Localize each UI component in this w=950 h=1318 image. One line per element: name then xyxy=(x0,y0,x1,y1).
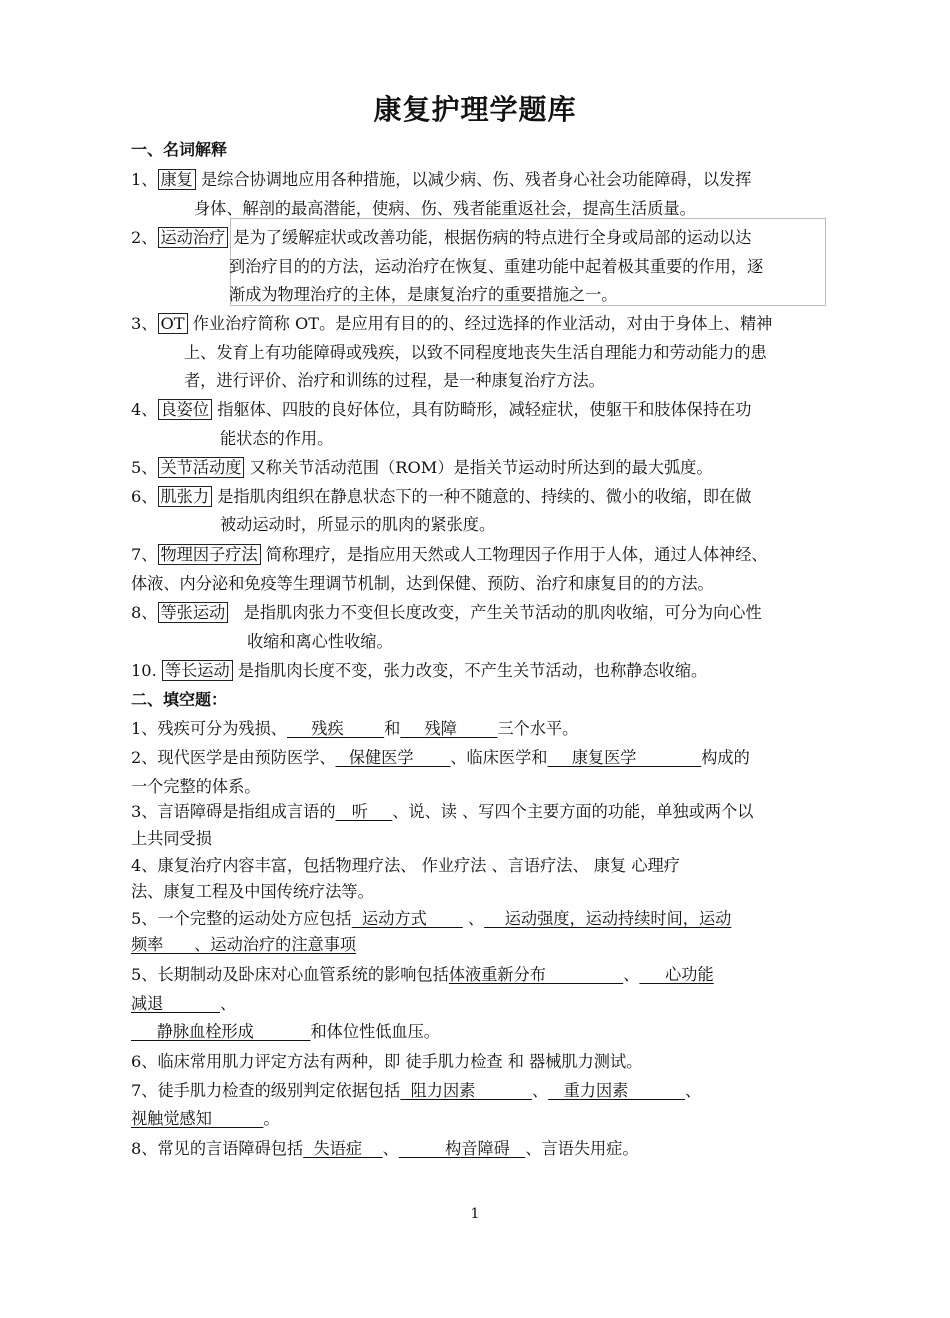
answer-blank: 失语症 xyxy=(303,1139,383,1158)
question-continuation: 一个完整的体系。 xyxy=(131,777,261,796)
item-number: 2、 xyxy=(131,228,158,247)
fill-question xyxy=(131,965,714,985)
question-text: 、 xyxy=(467,909,485,928)
definition-continuation: 者，进行评价、治疗和训练的过程，是一种康复治疗方法。 xyxy=(184,371,605,390)
section-heading-definitions: 一、名词解释 xyxy=(131,140,228,159)
definition-item xyxy=(131,314,772,334)
item-number: 3、 xyxy=(131,314,158,333)
term-box: OT xyxy=(158,313,188,334)
question-continuation xyxy=(131,1109,280,1129)
answer-blank: __听___ xyxy=(335,802,393,821)
definition-text: 简称理疗，是指应用天然或人工物理因子作用于人体，通过人体神经、 xyxy=(265,545,768,564)
answer-blank: 静脉血栓形成 xyxy=(131,1022,311,1041)
definition-text: 指躯体、四肢的良好体位，具有防畸形，减轻症状，使躯干和肢体保持在功 xyxy=(217,400,752,419)
definition-continuation: 收缩和离心性收缩。 xyxy=(247,632,393,651)
question-continuation xyxy=(131,1022,440,1042)
definition-text: 又称关节活动范围（ROM）是指关节运动时所达到的最大弧度。 xyxy=(249,458,713,477)
question-text: 、 xyxy=(684,1081,702,1100)
definition-item xyxy=(131,545,768,565)
page-number: 1 xyxy=(470,1206,480,1222)
term-box: 等张运动 xyxy=(158,602,229,623)
question-text: 、 xyxy=(531,1081,549,1100)
term-box: 良姿位 xyxy=(158,399,213,420)
fill-question: 6、临床常用肌力评定方法有两种，即 徒手肌力检查 和 器械肌力测试。 xyxy=(131,1052,643,1071)
answer-blank: 体液重新分布 xyxy=(448,965,624,984)
fill-question xyxy=(131,719,578,739)
answer-blank: ___残障_____ xyxy=(400,719,498,738)
answer-blank: 重力因素 xyxy=(548,1081,685,1100)
fill-question xyxy=(131,1139,639,1159)
fill-question xyxy=(131,1081,701,1101)
question-text: 、 xyxy=(623,965,640,984)
question-text: 8、常见的言语障碍包括 xyxy=(131,1139,304,1158)
definition-continuation: 上、发育上有功能障碍或残疾，以致不同程度地丧失生活自理能力和劳动能力的患 xyxy=(184,343,767,362)
fill-question xyxy=(131,802,754,822)
term-box: 关节活动度 xyxy=(158,457,245,478)
definition-continuation: 被动运动时，所显示的肌肉的紧张度。 xyxy=(220,515,496,534)
question-continuation: 上共同受损 xyxy=(131,829,212,848)
fill-question xyxy=(131,748,750,768)
definition-continuation: 渐成为物理治疗的主体，是康复治疗的重要措施之一。 xyxy=(229,285,618,304)
definition-text: 是为了缓解症状或改善功能，根据伤病的特点进行全身或局部的运动以达 xyxy=(233,228,752,247)
question-text: 、 xyxy=(382,1139,399,1158)
definition-text: 是指肌肉长度不变，张力改变，不产生关节活动，也称静态收缩。 xyxy=(237,661,708,680)
question-text: 、临床医学和 xyxy=(450,748,548,767)
term-box: 肌张力 xyxy=(158,486,213,507)
item-number: 7、 xyxy=(131,545,158,564)
definition-item xyxy=(131,487,751,507)
definition-text: 是指肌肉张力不变但长度改变，产生关节活动的肌肉收缩，可分为向心性 xyxy=(243,603,762,622)
definition-continuation: 到治疗目的的方法，运动治疗在恢复、重建功能中起着极其重要的作用，逐 xyxy=(229,257,764,276)
definition-continuation: 体液、内分泌和免疫等生理调节机制，达到保健、预防、治疗和康复目的的方法。 xyxy=(131,574,714,593)
answer-blank: 阻力因素 xyxy=(400,1081,532,1100)
question-text: 、 xyxy=(219,994,237,1013)
question-text: 1、残疾可分为残损、 xyxy=(131,719,287,738)
question-continuation: 法、康复工程及中国传统疗法等。 xyxy=(131,882,374,901)
definition-item xyxy=(131,458,713,478)
item-number: 5、 xyxy=(131,458,158,477)
term-box: 等长运动 xyxy=(162,660,233,681)
term-box: 康复 xyxy=(158,169,196,190)
answer-blank: 、运动治疗的注意事项 xyxy=(194,935,357,954)
question-text: 5、长期制动及卧床对心血管系统的影响包括 xyxy=(131,965,449,984)
question-text: 3、言语障碍是指组成言语的 xyxy=(131,802,336,821)
definition-item xyxy=(131,170,751,190)
question-text: 5、一个完整的运动处方应包括 xyxy=(131,909,352,928)
fill-question xyxy=(131,909,731,929)
answer-blank: ___康复医学________ xyxy=(547,748,702,767)
definition-text: 是综合协调地应用各种措施，以减少病、伤、残者身心社会功能障碍，以发挥 xyxy=(201,170,752,189)
answer-blank: 频率 xyxy=(131,935,195,954)
definition-continuation: 身体、解剖的最高潜能，使病、伤、残者能重返社会，提高生活质量。 xyxy=(194,199,696,218)
definition-item xyxy=(131,603,762,623)
question-text: 2、现代医学是由预防医学、 xyxy=(131,748,336,767)
term-box: 物理因子疗法 xyxy=(158,544,261,565)
definition-item xyxy=(131,661,707,681)
item-number: 8、 xyxy=(131,603,158,622)
answer-blank: 减退 xyxy=(131,994,220,1013)
question-text: 三个水平。 xyxy=(497,719,579,738)
definition-continuation: 能状态的作用。 xyxy=(220,429,334,448)
definition-item xyxy=(131,228,751,248)
answer-blank: ___残疾_____ xyxy=(287,719,385,738)
answer-blank: 心功能 xyxy=(639,965,714,984)
answer-blank: _ 保健医学 __ xyxy=(335,748,451,767)
fill-question: 4、康复治疗内容丰富，包括物理疗法、 作业疗法 、言语疗法、 康复 心理疗 xyxy=(131,856,680,875)
answer-blank: 运动强度，运动持续时间，运动 xyxy=(484,909,732,928)
question-text: 。 xyxy=(263,1109,280,1128)
answer-blank: 构音障碍 xyxy=(398,1139,526,1158)
definition-item xyxy=(131,400,751,420)
question-text: 和 xyxy=(384,719,401,738)
answer-blank: 视触觉感知 xyxy=(131,1109,264,1128)
item-number: 1、 xyxy=(131,170,158,189)
section-heading-fill-blank: 二、填空题： xyxy=(131,690,228,709)
item-number: 4、 xyxy=(131,400,158,419)
term-box: 运动治疗 xyxy=(158,227,229,248)
item-number: 10. xyxy=(131,661,157,680)
definition-text: 是指肌肉组织在静息状态下的一种不随意的、持续的、微小的收缩，即在做 xyxy=(217,487,752,506)
question-text: 和体位性低血压。 xyxy=(310,1022,440,1041)
question-continuation xyxy=(131,935,356,955)
answer-blank: 运动方式 xyxy=(351,909,463,928)
question-text: 、言语失用症。 xyxy=(525,1139,639,1158)
question-continuation xyxy=(131,994,236,1014)
page-title: 康复护理学题库 xyxy=(373,93,577,126)
definition-text: 作业治疗简称 OT。是应用有目的的、经过选择的作业活动，对由于身体上、精神 xyxy=(192,314,773,333)
question-text: 构成的 xyxy=(701,748,750,767)
question-text: 7、徒手肌力检查的级别判定依据包括 xyxy=(131,1081,401,1100)
item-number: 6、 xyxy=(131,487,158,506)
question-text: 、说、读 、写四个主要方面的功能，单独或两个以 xyxy=(392,802,754,821)
